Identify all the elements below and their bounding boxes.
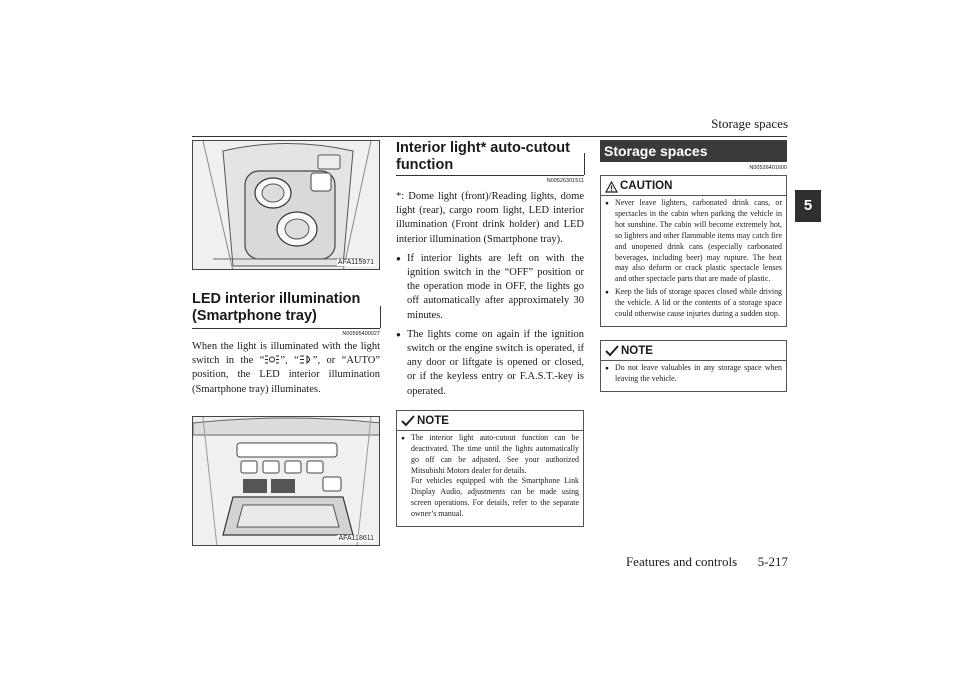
note-title — [397, 413, 583, 431]
note-item: ● Do not leave valuables in any storage space when leaving the vehicle. — [605, 363, 782, 385]
checkmark-icon — [605, 345, 619, 357]
warning-triangle-icon — [605, 181, 618, 193]
bullet-list — [396, 252, 584, 399]
note-box — [396, 410, 584, 527]
smartphone-tray-figure — [192, 416, 380, 546]
caution-box — [600, 175, 787, 327]
caution-title — [601, 178, 786, 196]
reference-code: N00595400027 — [342, 331, 380, 337]
body-text-part: ”, “ — [280, 355, 299, 367]
column-2 — [396, 140, 584, 527]
checkmark-icon — [401, 415, 415, 427]
note-item — [401, 433, 579, 520]
column-1 — [192, 140, 380, 546]
page-number: 5-217 — [757, 554, 788, 569]
body-text-part: When the light is illuminated with the light switch in the “ — [192, 341, 380, 367]
note-continuation: For vehicles equipped with the Smartphone Link Display Audio, adjustments can be made using screen operations. For details, refer to the separate owner’s manual. — [411, 476, 579, 519]
header-rule — [192, 136, 787, 137]
caution-item: ● Never leave lighters, carbonated drink cans, or spectacles in the cabin when parking the vehicle in hot sunshine. The cabin will become extremely hot, so lighters and other flammable items may catch fire and unopened drink cans (especially carbonated beverages, including beer) may rupture. The heat may also deform or crack plastic spectacle lenses and other spectacle parts that are made of plastic. — [605, 198, 782, 285]
note-list — [605, 363, 782, 385]
side-lights-icon — [264, 355, 280, 364]
note-title-text: NOTE — [417, 414, 449, 427]
figure-code: AFA118611 — [338, 534, 374, 542]
bullet-item: ● The lights come on again if the ignition switch or the engine switch is operated, if any door or liftgate is opened or closed, or if the keyless entry or F.A.S.T.-key is operated. — [396, 328, 584, 399]
section-heading: Interior light* auto-cutout function — [396, 140, 584, 176]
body-paragraph — [192, 340, 380, 397]
section-heading-dark: Storage spaces — [600, 140, 787, 162]
caution-item: ● Keep the lids of storage spaces closed while driving the vehicle. A lid or the contents of a storage space could otherwise cause injuries during a sudden stop. — [605, 287, 782, 320]
reference-code: N00526301511 — [546, 178, 584, 184]
page-footer — [626, 554, 788, 570]
headlight-icon — [299, 355, 313, 364]
note-list — [401, 433, 579, 520]
running-header: Storage spaces — [711, 116, 788, 131]
drink-holder-figure — [192, 140, 380, 270]
drink-holder-illustration — [193, 141, 380, 270]
caution-title-text: CAUTION — [620, 180, 673, 192]
body-text-part: ”, or “AUTO” position, the LED interior illumination (Smartphone tray) illuminates. — [192, 355, 380, 395]
footer-section: Features and controls — [625, 554, 738, 569]
note-text: The interior light auto-cutout function can be deactivated. The time until the lights automatically go off can be adjusted. See your authorized Mitsubishi Motors dealer for details. — [411, 432, 579, 475]
note-title — [601, 343, 786, 361]
reference-code: N00526401600 — [749, 165, 787, 171]
note-title-text: NOTE — [621, 344, 653, 357]
chapter-tab: 5 — [795, 190, 821, 222]
column-3 — [600, 140, 787, 392]
bullet-item: ● If interior lights are left on with the ignition switch in the “OFF” position or the operation mode in OFF, the lights go off automatically after approximately 30 minutes. — [396, 252, 584, 323]
intro-paragraph: *: Dome light (front)/Reading lights, dome light (rear), cargo room light, LED interior illumination (Front drink holder) and LED interior illumination (Smartphone tray). — [396, 191, 584, 245]
note-box — [600, 340, 787, 392]
smartphone-tray-illustration — [193, 417, 380, 546]
figure-code: AFA115971 — [337, 259, 374, 266]
section-heading: LED interior illumination (Smartphone tray) — [192, 291, 380, 329]
caution-list — [605, 198, 782, 320]
